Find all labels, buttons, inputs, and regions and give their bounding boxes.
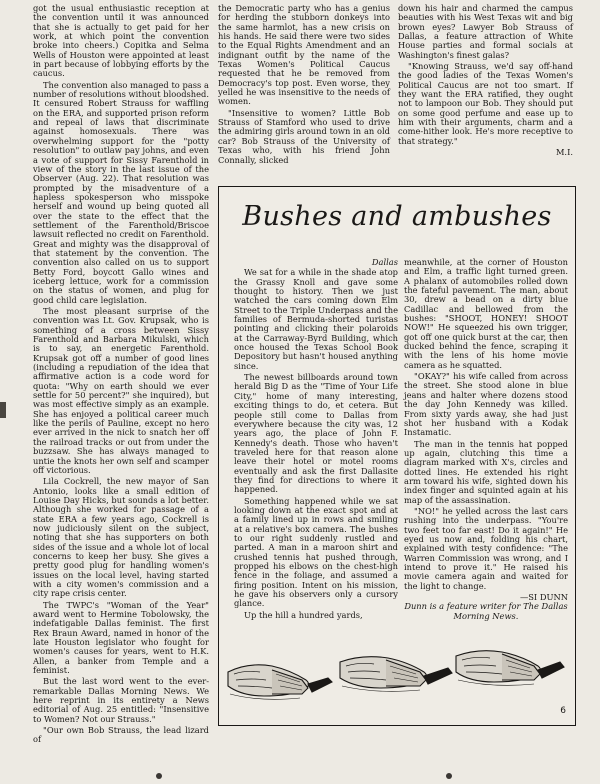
paragraph: meanwhile, at the corner of Houston and Elm, a traffic light turned green. A phalanx of automobiles rolled down the fateful pavement. The man, about 30, drew a bead on a dirty blue Cadillac and bellowed from the bushes: "SHOOT, HONEY! SHOOT NOW!" He squeezed his own trigger, got off one quick burst at the car, then ducked behind the fence, scraping it with the lens of his home movie camera as he squatted. bbox=[404, 257, 568, 370]
paragraph: The man in the tennis hat popped up again, clutching this time a diagram marked with X's, circles and dotted lines. He extended his right arm toward his wife, sighted down his index finger and squinted again at his map of the assassination. bbox=[404, 438, 568, 505]
paragraph: got the usual enthusiastic reception at the convention until it was announced that she is actually to get paid for her work, at which point the convention broke into cheers.) Copitka and Selma Wells of Houston were appointed at least in part because of lobbying efforts by the caucus. bbox=[33, 3, 209, 79]
paragraph: Up the hill a hundred yards, bbox=[244, 609, 363, 620]
paragraph: down his hair and charmed the campus beauties with his West Texas wit and big brown eyes? Lawyer Bob Strauss of Dallas, a feature attraction of White House parties and formal socials at Washington's finest galas? bbox=[398, 3, 573, 60]
bullet-drawing-2 bbox=[340, 657, 452, 692]
bullet-drawing-1 bbox=[228, 665, 332, 699]
paragraph: "NO!" he yelled across the last cars rushing into the underpass. "You're two feet too far east! Do it again!" He eyed us now and, folding his chart, explained with testy confidence: "The Warren Commission was wrong, and I intend to prove it." He raised his movie camera again and waited for the light to change. bbox=[404, 505, 568, 591]
paragraph: "Insensitive to women? Little Bob Strauss of Stamford who used to drive the admiring girls around town in an old car? Bob Strauss of the University of Texas who, with his friend John Connally, slicked bbox=[218, 107, 390, 165]
paragraph: The most pleasant surprise of the convention was Lt. Gov. Krupsak, who is something of a cross between Sissy Farenthold and Barbara Mikulski, which is to say, an energetic Farenthold. Krupsak got off a number of good lines (including a repudiation of the idea that affirmative action is a code word for quota: "Why on earth should we ever settle for 50 percent?" she inquired), but was most effective simply as an example. She has enjoyed a political career much like the perils of Pauline, except no hero ever arrived in the nick to snatch her off the railroad tracks or out from under the buzzsaw. She has always managed to untie the knots her own self and scamper off victorious. bbox=[33, 306, 209, 475]
paragraph: The convention also managed to pass a number of resolutions without bloodshed. It censured Robert Strauss for waffling on the ERA, and supported prison reform and repeal of laws that discriminate against homosexuals. There was overwhelming support for the "potty resolution" to outlaw pay johns, and even a vote of support for Sissy Farenthold in view of the story in the last issue of the Observer (Aug. 22). That resolution was prompted by the misadventure of a hapless spokesperson who misspoke herself and wound up being quoted all over the state to the effect that the settlement of the Farenthold/Briscoe lawsuit reflected no credit on Farenthold. Great and mighty was the disapproval of that statement by the convention. The convention also called on us to support Betty Ford, boycott Gallo wines and iceberg lettuce, work for a commission on the status of women, and plug for good child care legislation. bbox=[33, 79, 209, 305]
article-column-3 bbox=[398, 4, 573, 182]
paragraph: "Our own Bob Strauss, the lead lizard of bbox=[33, 725, 209, 745]
page-edge-mark bbox=[0, 402, 6, 418]
paragraph: The TWPC's "Woman of the Year" award went to Hermine Tobolowsky, the indefatigable Dallas feminist. The first Rex Braun Award, named in honor of the late Houston legislator who fought for women's causes for years, went to H.K. Allen, a banker from Temple and a feminist. bbox=[33, 599, 209, 676]
sidebar-title: Bushes and ambushes bbox=[242, 201, 552, 232]
paragraph: "OKAY?" his wife called from across the street. She stood alone in blue jeans and halter where dozens stood the day John Kennedy was killed. From sixty yards away, she had just shot her husband with a Kodak Instamatic. bbox=[404, 371, 568, 438]
sidebar-column-2 bbox=[404, 258, 568, 623]
paragraph: But the last word went to the ever-remarkable Dallas Morning News. We here reprint in its entirety a News editorial of Aug. 25 entitled: "Insensitive to Women? Not our Strauss." bbox=[33, 676, 209, 724]
paragraph: We sat for a while in the shade atop the Grassy Knoll and gave some thought to history. Then we just watched the cars coming down Elm Street to the Triple Underpass and the families of Bermuda-shorted turistas pointing and clicking their polaroids at the Carraway-Byrd Building, which once housed the Texas School Book Depository but hasn't housed anything since. bbox=[234, 267, 398, 371]
paragraph: The newest billboards around town herald Big D as the "Time of Your Life City," home of many interesting, exciting things to do, et cetera. But people still come to Dallas from everywhere because the city was, 12 years ago, the place of John F. Kennedy's death. Those who haven't traveled here for that reason alone leave their hotel or motel rooms eventually and ask the first Dallasite they find for directions to where it happened. bbox=[234, 372, 398, 495]
bullet-illustration bbox=[226, 620, 572, 720]
dateline: Dallas bbox=[371, 257, 398, 267]
binding-hole bbox=[446, 773, 452, 779]
paragraph: "Knowing Strauss, we'd say off-hand the good ladies of the Texas Women's Political Caucus are not too smart. If they want the ERA ratified, they ought not to lampoon our Bob. They should put on some good perfume and ease up to him with their arguments, charm and a come-hither look. He's more receptive to that strategy." bbox=[398, 61, 573, 146]
paragraph: the Democratic party who has a genius for herding the stubborn donkeys into the same harmlot, has a new crisis on his hands. He said there were two sides to the Equal Rights Amendment and an indignant outfit by the name of the Texas Women's Political Caucus requested that he be removed from Democracy's top post. Even worse, they yelled he was insensitive to the needs of women. bbox=[218, 3, 390, 107]
page-number: 6 bbox=[560, 706, 566, 716]
sidebar-column-1 bbox=[234, 257, 398, 620]
article-column-1 bbox=[33, 4, 209, 776]
byline: —SI DUNN bbox=[519, 592, 568, 603]
binding-hole bbox=[156, 773, 162, 779]
author-note: Dunn is a feature writer for The Dallas Morning News. bbox=[404, 601, 568, 621]
paragraph: Something happened while we sat looking down at the exact spot and at a family lined up in rows and smiling at a relative's box camera. The bushes to our right suddenly rustled and parted. A man in a maroon shirt and crushed tennis hat pushed through, propped his elbows on the chest-high fence in the foliage, and assumed a firing position. Intent on his mission, he gave his observers only a cursory glance. bbox=[234, 495, 398, 609]
author-initials: M.I. bbox=[555, 147, 573, 158]
paragraph: Lila Cockrell, the new mayor of San Antonio, looks like a small edition of Louise Day Hicks, but sounds a lot better. Although she worked for passage of a state ERA a few years ago, Cockrell is now judiciously silent on the subject, noting that she has supporters on both sides of the issue and a whole lot of local concerns to keep her busy. She gives a pretty good plug for handling women's issues on the local level, having started with a city women's commission and a city rape crisis center. bbox=[33, 476, 209, 599]
bullet-drawing-3 bbox=[456, 651, 564, 686]
article-column-2 bbox=[218, 4, 390, 182]
